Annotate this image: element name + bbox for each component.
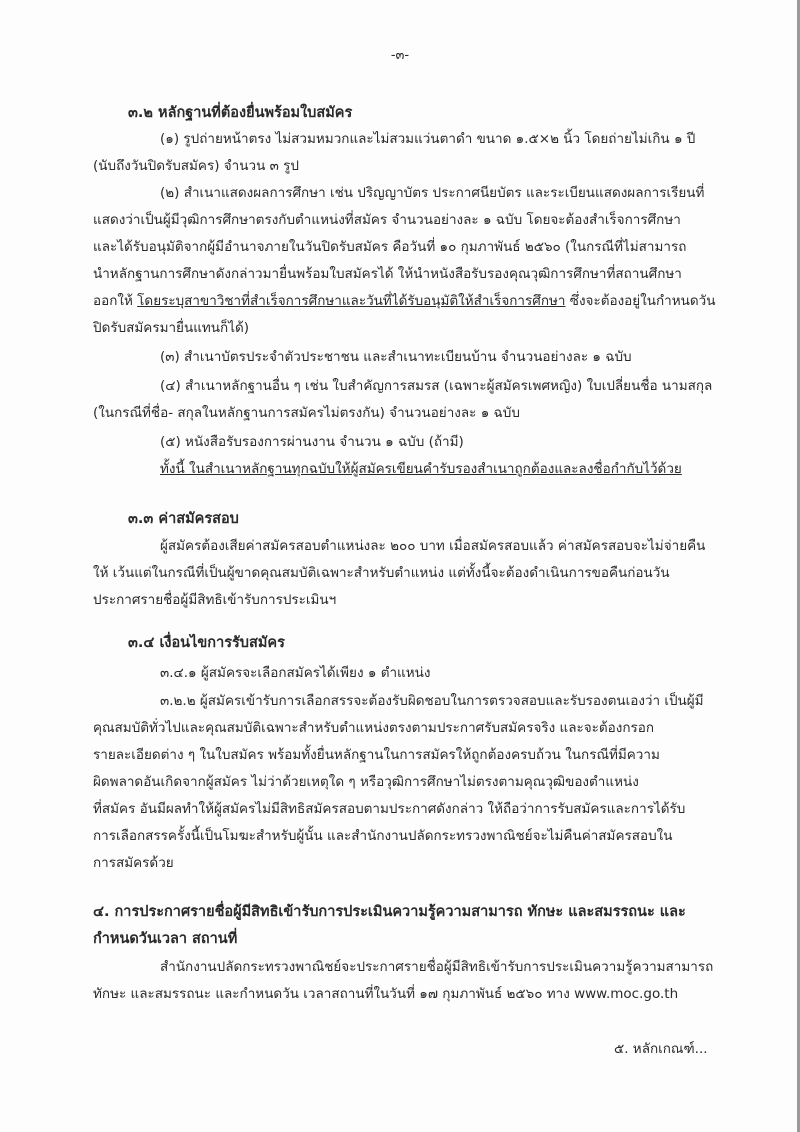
- next-page-continuation: ๕. หลักเกณฑ์...: [614, 1041, 708, 1057]
- fee-line-2: ให้ เว้นแต่ในกรณีที่เป็นผู้ขาดคุณสมบัติเฉพาะสำหรับตำแหน่ง แต่ทั้งนี้จะต้องดำเนินการขอคืนก่อนวัน: [93, 565, 670, 581]
- announcement-line-2: ทักษะ และสมรรถนะ และกำหนดวัน เวลาสถานที่ในวันที่ ๑๗ กุมภาพันธ์ ๒๕๖๐ ทาง www.moc.go.th: [93, 986, 679, 1002]
- item-1-line-1: (๑) รูปถ่ายหน้าตรง ไม่สวมหมวกและไม่สวมแว่นตาดำ ขนาด ๑.๕×๒ นิ้ว โดยถ่ายไม่เกิน ๑ ปี: [160, 131, 696, 147]
- fee-line-1: ผู้สมัครต้องเสียค่าสมัครสอบตำแหน่งละ ๒๐๐ บาท เมื่อสมัครสอบแล้ว ค่าสมัครสอบจะไม่จ่ายคืน: [160, 538, 706, 554]
- section-3-4-heading: ๓.๔ เงื่อนไขการรับสมัคร: [128, 635, 285, 651]
- item-3: (๓) สำเนาบัตรประจำตัวประชาชน และสำเนาทะเบียนบ้าน จำนวนอย่างละ ๑ ฉบับ: [160, 349, 632, 365]
- condition-2-line-1: ๓.๒.๒ ผู้สมัครเข้ารับการเลือกสรรจะต้องรับผิดชอบในการตรวจสอบและรับรองตนเองว่า เป็นผู้มี: [160, 693, 704, 709]
- section-3-2-heading: ๓.๒ หลักฐานที่ต้องยื่นพร้อมใบสมัคร: [128, 105, 353, 121]
- section-4-heading-line-2: กำหนดวันเวลา สถานที่: [93, 931, 238, 947]
- condition-2-line-7: การสมัครด้วย: [93, 855, 174, 871]
- condition-1: ๓.๔.๑ ผู้สมัครจะเลือกสมัครได้เพียง ๑ ตำแหน่ง: [160, 665, 431, 681]
- condition-2-line-5: ที่สมัคร อันมีผลทำให้ผู้สมัครไม่มีสิทธิสมัครสอบตามประกาศดังกล่าว ให้ถือว่าการรับสมัครและการได้รับ: [93, 801, 686, 817]
- item-2-line-4: นำหลักฐานการศึกษาดังกล่าวมายื่นพร้อมใบสมัครได้ ให้นำหนังสือรับรองคุณวุฒิการศึกษาที่สถานศึกษา: [93, 266, 682, 282]
- section-3-3-heading: ๓.๓ ค่าสมัครสอบ: [128, 511, 239, 527]
- section-4-heading-line-1: ๔. การประกาศรายชื่อผู้มีสิทธิเข้ารับการประเมินความรู้ความสามารถ ทักษะ และสมรรถนะ และ: [93, 904, 686, 920]
- item-4-line-1: (๔) สำเนาหลักฐานอื่น ๆ เช่น ใบสำคัญการสมรส (เฉพาะผู้สมัครเพศหญิง) ใบเปลี่ยนชื่อ นามสกุล: [160, 378, 713, 394]
- item-2-underlined-text: โดยระบุสาขาวิชาที่สำเร็จการศึกษาและวันที่ได้รับอนุมัติให้สำเร็จการศึกษา: [137, 293, 566, 309]
- item-4-line-2: (ในกรณีที่ชื่อ- สกุลในหลักฐานการสมัครไม่ตรงกัน) จำนวนอย่างละ ๑ ฉบับ: [93, 405, 520, 421]
- item-2-line-3: และได้รับอนุมัติจากผู้มีอำนาจภายในวันปิดรับสมัคร คือวันที่ ๑๐ กุมภาพันธ์ ๒๕๖๐ (ในกรณีที่ไม่สามารถ: [93, 239, 687, 255]
- announcement-line-1: สำนักงานปลัดกระทรวงพาณิชย์จะประกาศรายชื่อผู้มีสิทธิเข้ารับการประเมินความรู้ความสามารถ: [160, 959, 714, 975]
- item-2-line-5-end: ซึ่งจะต้องอยู่ในกำหนดวัน: [565, 293, 716, 309]
- item-2-line-6: ปิดรับสมัครมายื่นแทนก็ได้): [93, 320, 250, 336]
- item-1-line-2: (นับถึงวันปิดรับสมัคร) จำนวน ๓ รูป: [93, 158, 299, 174]
- condition-2-line-2: คุณสมบัติทั่วไปและคุณสมบัติเฉพาะสำหรับตำแหน่งตรงตามประกาศรับสมัครจริง และจะต้องกรอก: [93, 720, 655, 736]
- item-2-line-5: [93, 292, 715, 310]
- condition-2-line-3: รายละเอียดต่าง ๆ ในใบสมัคร พร้อมทั้งยื่นหลักฐานในการสมัครให้ถูกต้องครบถ้วน ในกรณีที่มีความ: [93, 747, 660, 763]
- item-2-line-1: (๒) สำเนาแสดงผลการศึกษา เช่น ปริญญาบัตร ประกาศนียบัตร และระเบียนแสดงผลการเรียนที่: [160, 185, 705, 201]
- fee-line-3: ประกาศรายชื่อผู้มีสิทธิเข้ารับการประเมินฯ: [93, 592, 337, 608]
- condition-2-line-4: ผิดพลาดอันเกิดจากผู้สมัคร ไม่ว่าด้วยเหตุใด ๆ หรือวุฒิการศึกษาไม่ตรงตามคุณวุฒิของตำแหน่ง: [93, 774, 639, 790]
- condition-2-line-6: การเลือกสรรครั้งนี้เป็นโมฆะสำหรับผู้นั้น และสำนักงานปลัดกระทรวงพาณิชย์จะไม่คืนค่าสมัครสอบใน: [93, 828, 673, 844]
- item-5: (๕) หนังสือรับรองการผ่านงาน จำนวน ๑ ฉบับ (ถ้ามี): [160, 434, 464, 450]
- page-number: -๓-: [390, 48, 410, 63]
- copies-certification-note: ทั้งนี้ ในสำเนาหลักฐานทุกฉบับให้ผู้สมัครเขียนคำรับรองสำเนาถูกต้องและลงชื่อกำกับไว้ด้วย: [160, 461, 682, 477]
- item-2-line-5-start: ออกให้: [93, 293, 138, 309]
- item-2-line-2: แสดงว่าเป็นผู้มีวุฒิการศึกษาตรงกับตำแหน่งที่สมัคร จำนวนอย่างละ ๑ ฉบับ โดยจะต้องสำเร็จการศึกษา: [93, 212, 681, 228]
